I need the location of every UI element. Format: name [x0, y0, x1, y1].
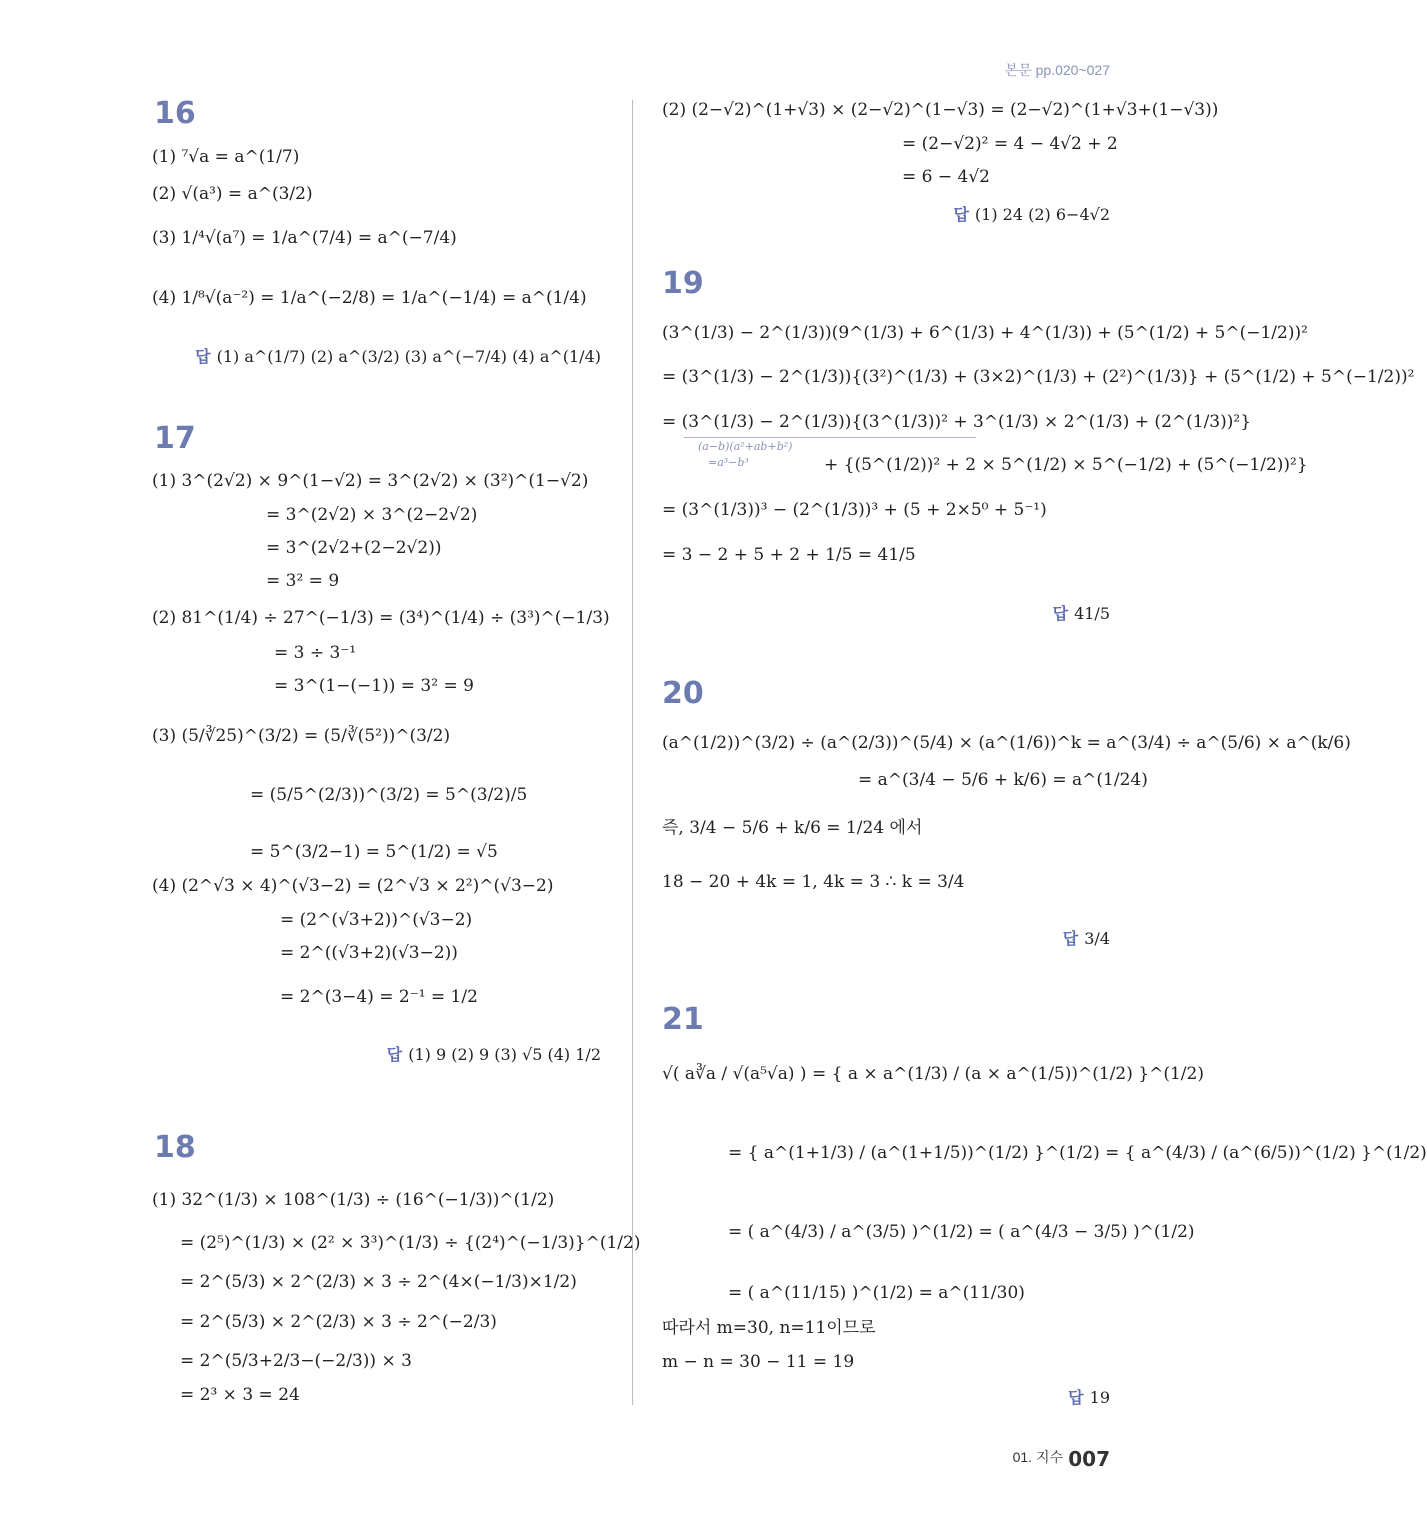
- solution-line: + {(5^(1/2))² + 2 × 5^(1/2) × 5^(−1/2) + (5^(−1/2))²}: [824, 455, 1308, 475]
- solution-line: (3) 1/⁴√(a⁷) = 1/a^(7/4) = a^(−7/4): [152, 228, 457, 248]
- answer-text: (1) 9 (2) 9 (3) √5 (4) 1/2: [408, 1045, 601, 1064]
- solution-line: = 2^(3−4) = 2⁻¹ = 1/2: [280, 987, 478, 1007]
- solution-line: 따라서 m=30, n=11이므로: [662, 1318, 876, 1338]
- answer-21: [1068, 1385, 1110, 1408]
- solution-line: = (3^(1/3) − 2^(1/3)){(3²)^(1/3) + (3×2)^(1/3) + (2²)^(1/3)} + (5^(1/2) + 5^(−1/2))²: [662, 367, 1415, 387]
- solution-line: = (3^(1/3) − 2^(1/3)){(3^(1/3))² + 3^(1/3) × 2^(1/3) + (2^(1/3))²}: [662, 412, 1252, 432]
- answer-text: 19: [1089, 1388, 1110, 1407]
- answer-text: 41/5: [1074, 604, 1110, 623]
- solution-line: = { a^(1+1/3) / (a^(1+1/5))^(1/2) }^(1/2) = { a^(4/3) / (a^(6/5))^(1/2) }^(1/2): [728, 1143, 1427, 1163]
- solution-line: = (2−√2)² = 4 − 4√2 + 2: [902, 134, 1118, 154]
- solution-line: m − n = 30 − 11 = 19: [662, 1352, 855, 1372]
- solution-line: = 2^((√3+2)(√3−2)): [280, 943, 458, 963]
- solution-line: = 3^(2√2+(2−2√2)): [266, 538, 442, 558]
- problem-number-17: 17: [154, 421, 196, 456]
- solution-line: (1) 3^(2√2) × 9^(1−√2) = 3^(2√2) × (3²)^(1−√2): [152, 471, 589, 491]
- solution-line: = 6 − 4√2: [902, 167, 990, 187]
- solution-line: (3) (5/∛25)^(3/2) = (5/∛(5²))^(3/2): [152, 726, 451, 746]
- annotation-formula: =a³−b³: [708, 456, 749, 469]
- answer-label: 답: [1052, 604, 1069, 623]
- solution-line: = 3^(1−(−1)) = 3² = 9: [274, 676, 474, 696]
- solution-line: 18 − 20 + 4k = 1, 4k = 3 ∴ k = 3/4: [662, 872, 965, 892]
- solution-line: (4) 1/⁸√(a⁻²) = 1/a^(−2/8) = 1/a^(−1/4) = a^(1/4): [152, 288, 587, 308]
- answer-label: 답: [1068, 1388, 1084, 1407]
- problem-number-20: 20: [662, 676, 704, 711]
- answer-16: [195, 344, 601, 367]
- solution-line: √( a∛a / √(a⁵√a) ) = { a × a^(1/3) / (a × a^(1/5))^(1/2) }^(1/2): [662, 1064, 1204, 1084]
- solution-line: (3^(1/3) − 2^(1/3))(9^(1/3) + 6^(1/3) + 4^(1/3)) + (5^(1/2) + 5^(−1/2))²: [662, 323, 1308, 343]
- solution-line: = 3 − 2 + 5 + 2 + 1/5 = 41/5: [662, 545, 916, 565]
- solution-line: = a^(3/4 − 5/6 + k/6) = a^(1/24): [858, 770, 1148, 790]
- solution-line: = (2^(√3+2))^(√3−2): [280, 910, 473, 930]
- answer-19: [1053, 601, 1110, 624]
- answer-text: (1) a^(1/7) (2) a^(3/2) (3) a^(−7/4) (4) a^(1/4): [216, 347, 601, 366]
- problem-number-16: 16: [154, 96, 196, 131]
- column-divider: [632, 100, 633, 1405]
- solution-line: = ( a^(4/3) / a^(3/5) )^(1/2) = ( a^(4/3 − 3/5) )^(1/2): [728, 1222, 1195, 1242]
- answer-18: [953, 202, 1110, 225]
- solution-line: = 2^(5/3) × 2^(2/3) × 3 ÷ 2^(4×(−1/3)×1/2): [180, 1272, 577, 1292]
- solution-line: = 2^(5/3+2/3−(−2/3)) × 3: [180, 1351, 412, 1371]
- answer-label: 답: [953, 205, 969, 224]
- solution-line: (4) (2^√3 × 4)^(√3−2) = (2^√3 × 2²)^(√3−2): [152, 876, 554, 896]
- answer-17: [387, 1042, 601, 1065]
- chapter-label: 01. 지수: [1012, 1449, 1063, 1465]
- solution-line: = 5^(3/2−1) = 5^(1/2) = √5: [250, 842, 498, 862]
- solution-line: = 3 ÷ 3⁻¹: [274, 643, 357, 663]
- solution-line: = 2^(5/3) × 2^(2/3) × 3 ÷ 2^(−2/3): [180, 1312, 497, 1332]
- answer-text: 3/4: [1084, 929, 1110, 948]
- problem-number-19: 19: [662, 266, 704, 301]
- solution-line: = 3^(2√2) × 3^(2−2√2): [266, 505, 478, 525]
- solution-line: = 3² = 9: [266, 571, 340, 591]
- problem-number-21: 21: [662, 1002, 704, 1037]
- solution-line: = 2³ × 3 = 24: [180, 1385, 300, 1405]
- annotation-underline: [684, 437, 976, 438]
- solution-line: = ( a^(11/15) )^(1/2) = a^(11/30): [728, 1283, 1025, 1303]
- answer-label: 답: [386, 1045, 403, 1064]
- solution-line: (2) √(a³) = a^(3/2): [152, 184, 313, 204]
- answer-label: 답: [1062, 929, 1079, 948]
- page-reference: 본문 pp.020~027: [1004, 62, 1110, 78]
- solution-line: (2) 81^(1/4) ÷ 27^(−1/3) = (3⁴)^(1/4) ÷ (3³)^(−1/3): [152, 608, 610, 628]
- solution-line: (1) 32^(1/3) × 108^(1/3) ÷ (16^(−1/3))^(1/2): [152, 1190, 555, 1210]
- solution-line: = (5/5^(2/3))^(3/2) = 5^(3/2)/5: [250, 785, 528, 805]
- solution-line: (a^(1/2))^(3/2) ÷ (a^(2/3))^(5/4) × (a^(1/6))^k = a^(3/4) ÷ a^(5/6) × a^(k/6): [662, 733, 1351, 753]
- solution-line: (2) (2−√2)^(1+√3) × (2−√2)^(1−√3) = (2−√2)^(1+√3+(1−√3)): [662, 100, 1219, 120]
- answer-label: 답: [195, 347, 211, 366]
- page-number: 007: [1068, 1447, 1110, 1471]
- answer-text: (1) 24 (2) 6−4√2: [974, 205, 1110, 224]
- annotation-formula: (a−b)(a²+ab+b²): [698, 440, 793, 453]
- solution-line: 즉, 3/4 − 5/6 + k/6 = 1/24 에서: [662, 818, 923, 838]
- problem-number-18: 18: [154, 1130, 196, 1165]
- answer-20: [1063, 926, 1110, 949]
- solution-line: (1) ⁷√a = a^(1/7): [152, 147, 300, 167]
- solution-line: = (3^(1/3))³ − (2^(1/3))³ + (5 + 2×5⁰ + 5⁻¹): [662, 500, 1047, 520]
- solution-line: = (2⁵)^(1/3) × (2² × 3³)^(1/3) ÷ {(2⁴)^(−1/3)}^(1/2): [180, 1233, 641, 1253]
